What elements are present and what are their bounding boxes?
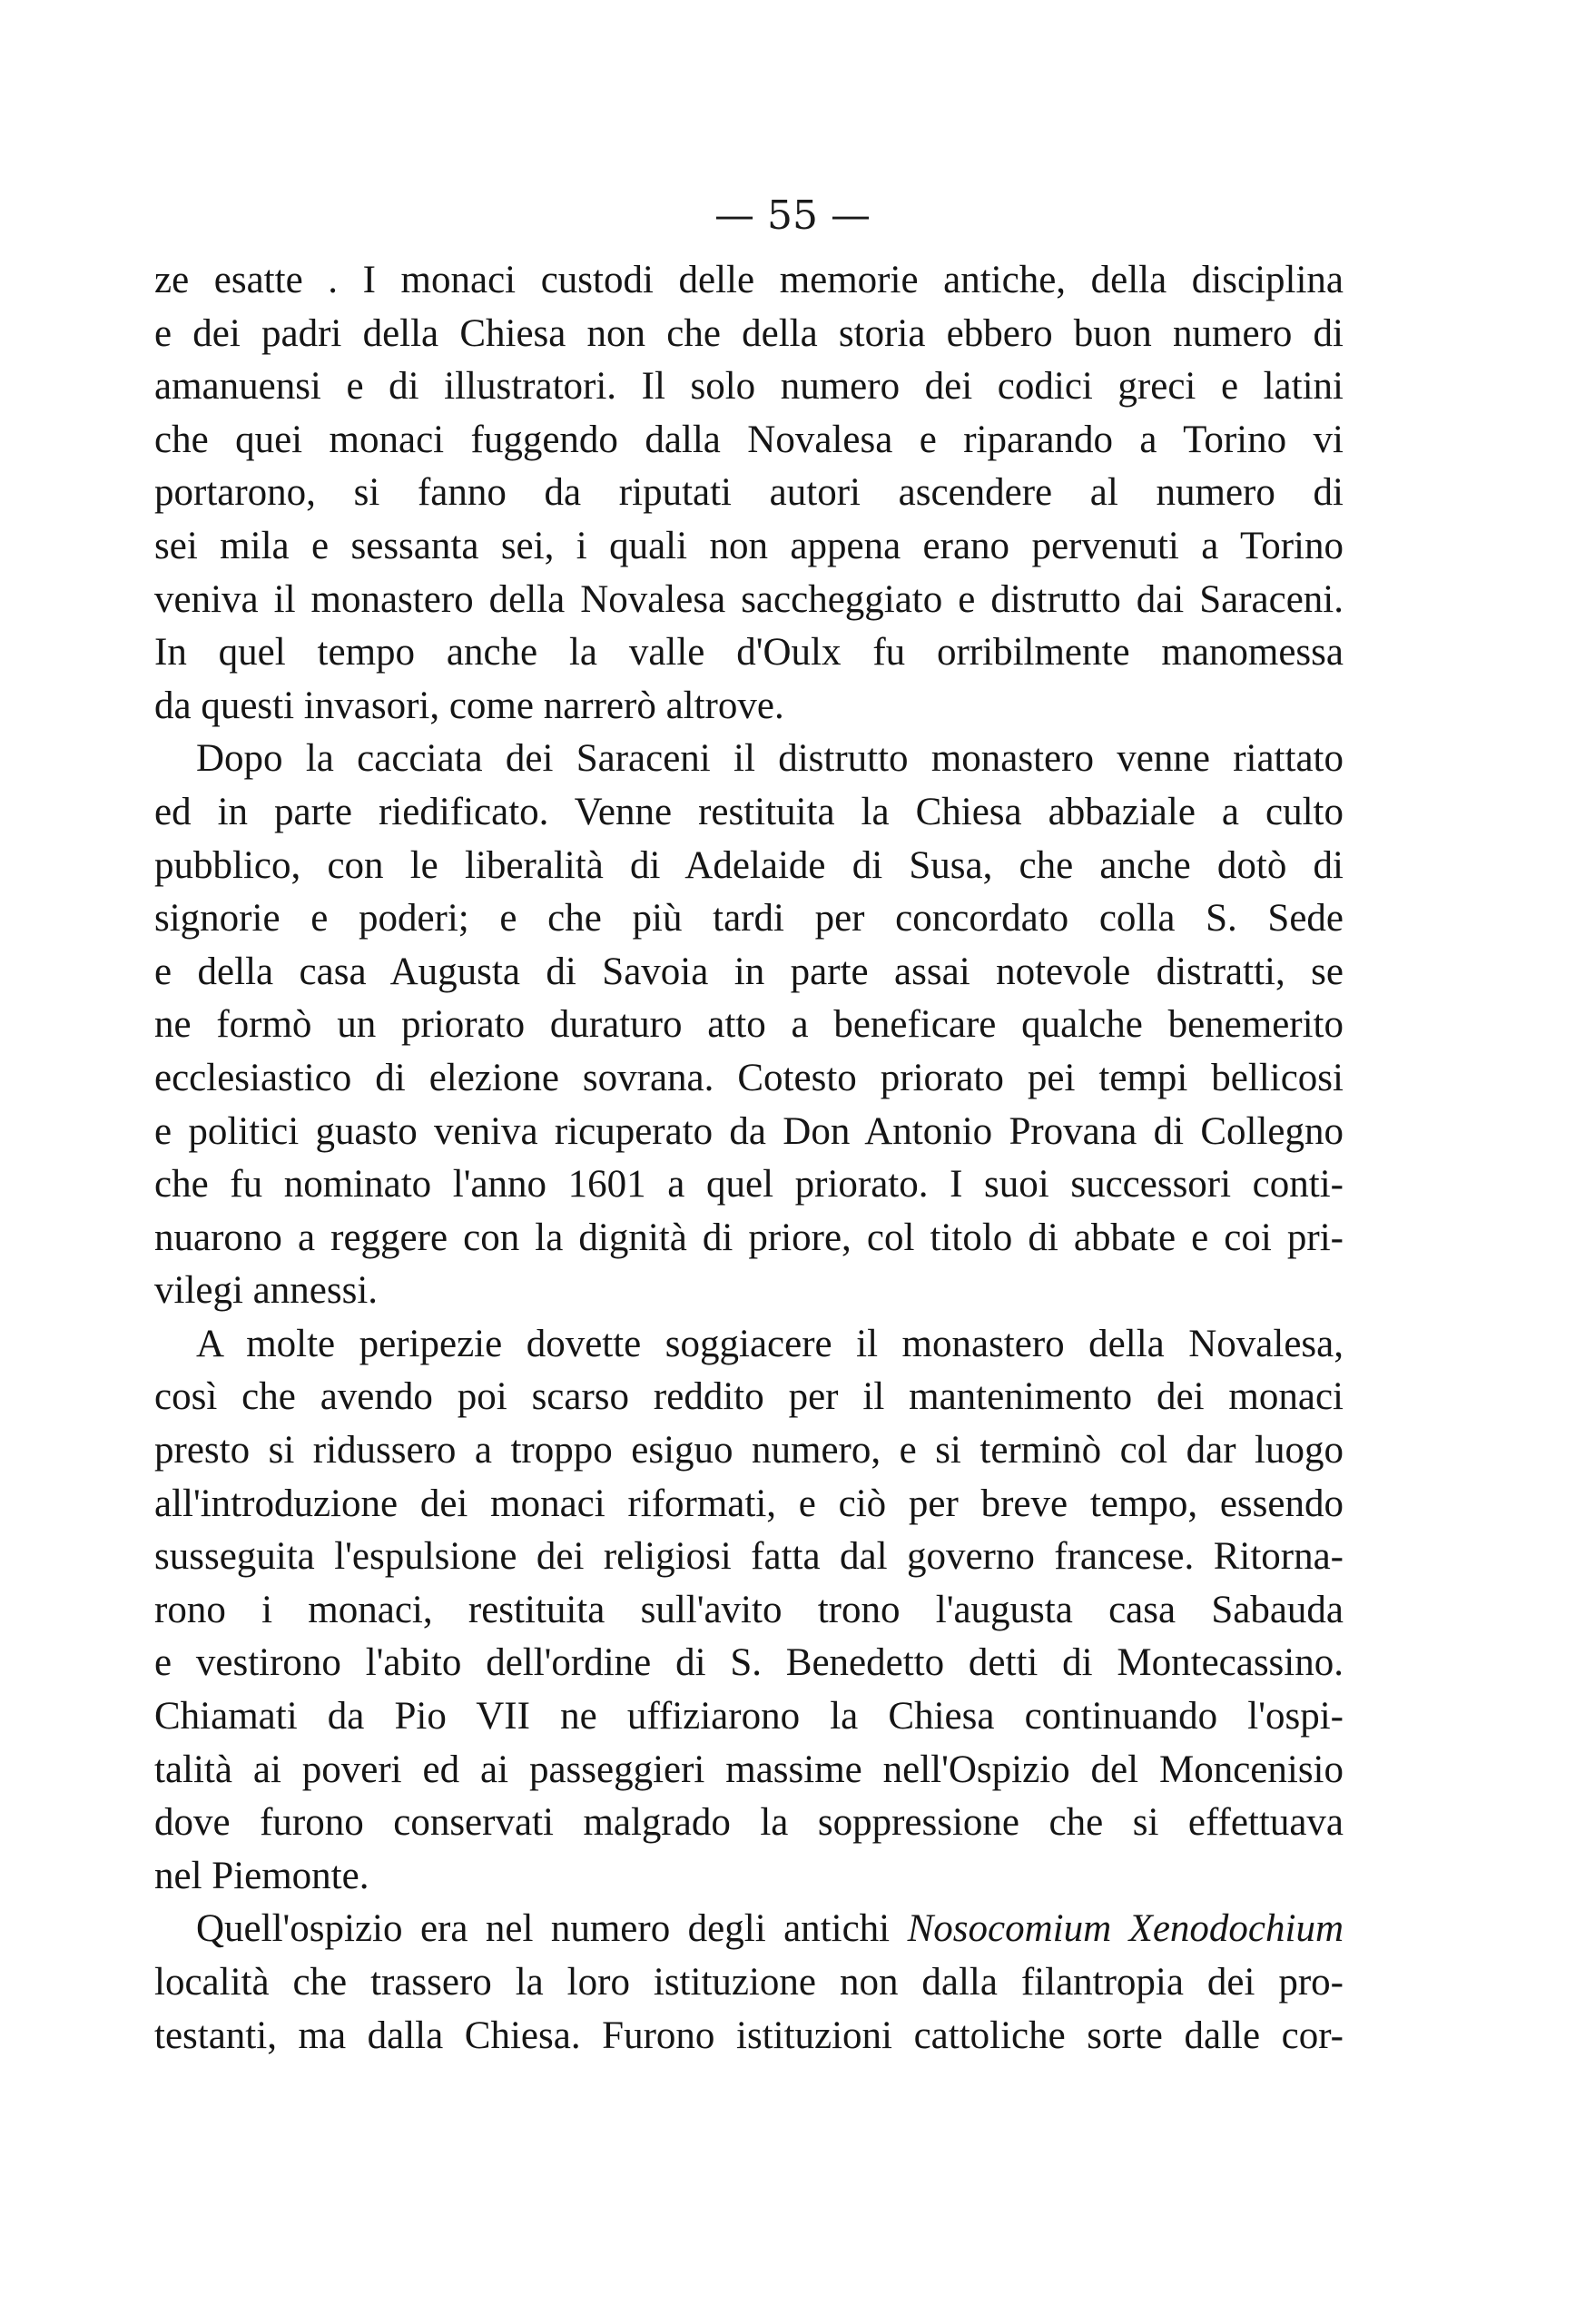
text-line: e dei padri della Chiesa non che della storia ebbero buon numero di: [154, 311, 1344, 355]
text-line: [154, 1903, 1344, 1956]
text-line: e della casa Augusta di Savoia in parte assai notevole distratti, se: [154, 950, 1344, 993]
page-number: — 55 —: [714, 192, 871, 239]
text-line: che fu nominato l'anno 1601 a quel priorato. I suoi successori conti-: [154, 1163, 1344, 1206]
text-line: così che avendo poi scarso reddito per il mantenimento dei monaci: [154, 1375, 1344, 1419]
text-line: Dopo la cacciata dei Saraceni il distrutto monastero venne riattato: [196, 737, 1344, 781]
text-line: signorie e poderi; e che più tardi per concordato colla S. Sede: [154, 897, 1344, 940]
paragraph: [154, 1318, 1344, 1904]
paragraph: [154, 1903, 1344, 2063]
text-line: sei mila e sessanta sei, i quali non appena erano pervenuti a Torino: [154, 524, 1344, 567]
text-line: nuarono a reggere con la dignità di priore, col titolo di abbate e coi pri-: [154, 1216, 1344, 1259]
text-line: ed in parte riedificato. Venne restituita la Chiesa abbaziale a culto: [154, 790, 1344, 833]
text-line: ne formò un priorato duraturo atto a beneficare qualche benemerito: [154, 1003, 1344, 1047]
italic-term: Nosocomium Xenodochium: [907, 1907, 1344, 1951]
text-line: località che trassero la loro istituzione non dalla filantropia dei pro-: [154, 1961, 1344, 2004]
text-line: rono i monaci, restituita sull'avito trono l'augusta casa Sabauda: [154, 1588, 1344, 1631]
text-line: e vestirono l'abito dell'ordine di S. Benedetto detti di Montecassino.: [154, 1641, 1344, 1685]
text-line: susseguita l'espulsione dei religiosi fatta dal governo francese. Ritorna-: [154, 1535, 1344, 1579]
text-line: amanuensi e di illustratori. Il solo numero dei codici greci e latini: [154, 365, 1344, 409]
text-line: presto si ridussero a troppo esiguo numero, e si terminò col dar luogo: [154, 1429, 1344, 1472]
paragraph: [154, 733, 1344, 1318]
text-line: che quei monaci fuggendo dalla Novalesa e riparando a Torino vi: [154, 418, 1344, 461]
text-span: Quell'ospizio era nel numero degli antichi: [196, 1907, 908, 1951]
text-line: In quel tempo anche la valle d'Oulx fu orribilmente manomessa: [154, 631, 1344, 675]
text-line: e politici guasto veniva ricuperato da Don Antonio Provana di Collegno: [154, 1109, 1344, 1153]
body-text: [154, 254, 1344, 2063]
paragraph: [154, 254, 1344, 733]
text-line: nel Piemonte.: [154, 1854, 369, 1897]
text-line: da questi invasori, come narrerò altrove.: [154, 684, 784, 727]
text-line: talità ai poveri ed ai passeggieri massime nell'Ospizio del Moncenisio: [154, 1748, 1344, 1791]
text-line: pubblico, con le liberalità di Adelaide di Susa, che anche dotò di: [154, 843, 1344, 887]
text-line: ecclesiastico di elezione sovrana. Cotesto priorato pei tempi bellicosi: [154, 1056, 1344, 1099]
text-line: all'introduzione dei monaci riformati, e ciò per breve tempo, essendo: [154, 1482, 1344, 1525]
text-line: ze esatte . I monaci custodi delle memorie antiche, della disciplina: [154, 259, 1344, 301]
text-line: A molte peripezie dovette soggiacere il monastero della Novalesa,: [196, 1322, 1344, 1365]
text-line: testanti, ma dalla Chiesa. Furono istituzioni cattoliche sorte dalle cor-: [154, 2014, 1344, 2057]
text-line: dove furono conservati malgrado la soppressione che si effettuava: [154, 1801, 1344, 1845]
text-line: Chiamati da Pio VII ne uffiziarono la Chiesa continuando l'ospi-: [154, 1695, 1344, 1738]
text-line: veniva il monastero della Novalesa saccheggiato e distrutto dai Saraceni.: [154, 577, 1344, 621]
text-line: portarono, si fanno da riputati autori ascendere al numero di: [154, 471, 1344, 515]
text-line: vilegi annessi.: [154, 1269, 379, 1313]
